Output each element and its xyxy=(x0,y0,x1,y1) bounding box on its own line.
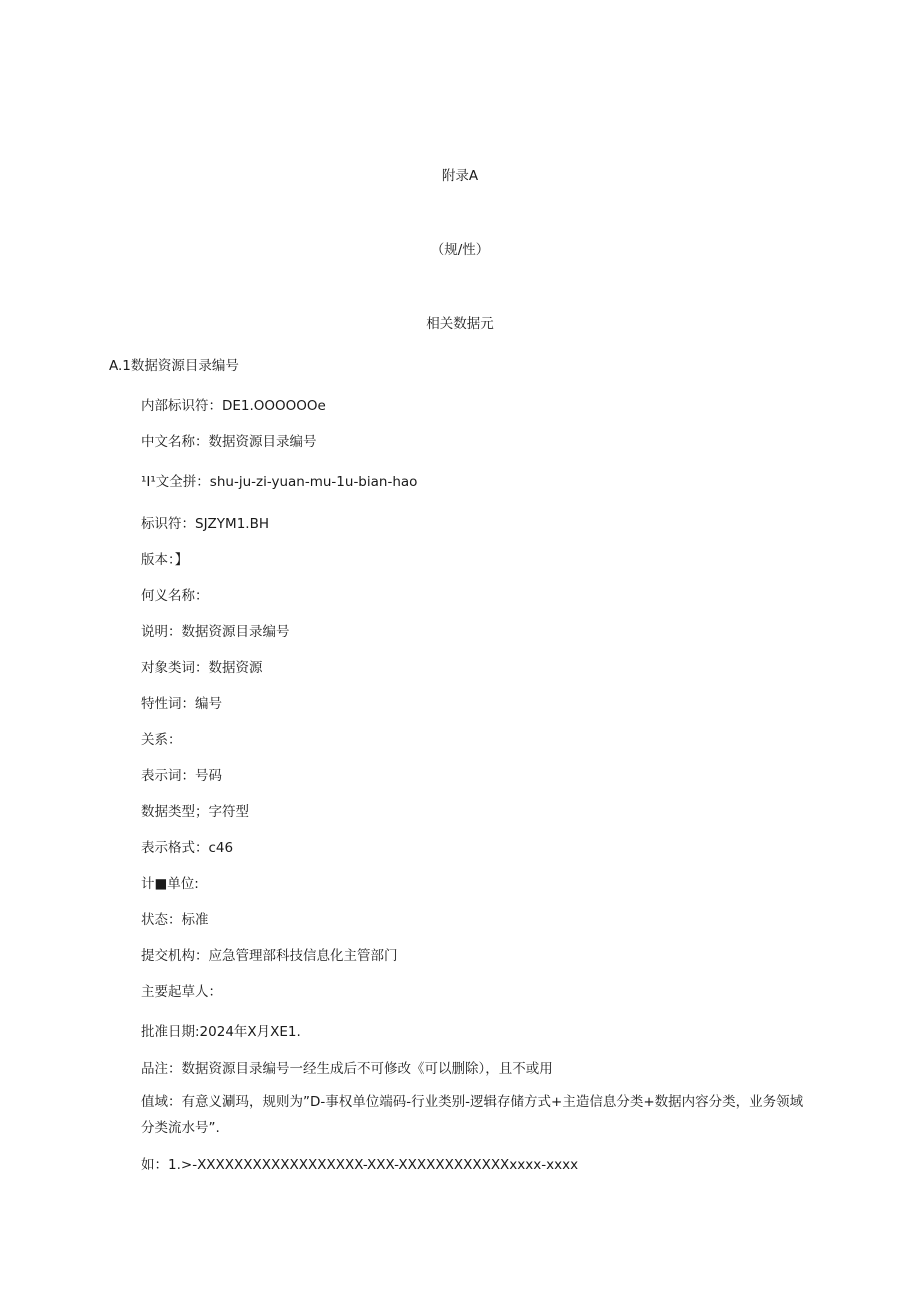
field-chinese-name: 中文名称：数据资源目录编号 xyxy=(141,434,317,450)
field-format: 表示格式：c46 xyxy=(141,840,234,856)
field-synonym: 何义名称： xyxy=(141,588,209,604)
field-data-type: 数据类型；字符型 xyxy=(141,804,249,820)
field-description: 说明：数据资源目录编号 xyxy=(141,624,290,640)
field-example: 如：1.>-XXXXXXXXXXXXXXXXXX-XXX-XXXXXXXXXXXXxxxx-xxxx xyxy=(141,1157,579,1173)
subsection-heading: A.1数据资源目录编号 xyxy=(109,358,239,374)
field-unit: 计■单位: xyxy=(141,876,199,892)
field-identifier: 标识符：SJZYM1.BH xyxy=(141,516,269,532)
field-remark: 品注：数据资源目录编号一经生成后不可修改《可以删除），且不或用 xyxy=(141,1061,553,1077)
section-title: 相关数据元 xyxy=(426,316,494,332)
field-approval-date: 批准日期:2024年X月XE1. xyxy=(141,1024,301,1040)
field-pinyin: ¹I¹文全拼：shu-ju-zi-yuan-mu-1u-bian-hao xyxy=(141,474,418,490)
field-property-term: 特性词：编号 xyxy=(141,696,222,712)
field-value-domain: 值域：有意义涮玛，规则为”D-事权单位端码-行业类别-逻辑存储方式+主造信息分类+数据内容分类，业务领域分类流水号”. xyxy=(141,1094,804,1136)
field-version: 版本：】 xyxy=(141,552,189,568)
field-relation: 关系： xyxy=(141,732,182,748)
appendix-title: 附录A xyxy=(441,168,479,184)
field-object-term: 对象类词：数据资源 xyxy=(141,660,263,676)
field-drafter: 主要起草人： xyxy=(141,984,222,1000)
field-submitting-org: 提交机构：应急管理部科技信息化主管部门 xyxy=(141,948,398,964)
field-representation-term: 表示词：号码 xyxy=(141,768,222,784)
field-status: 状态：标准 xyxy=(141,912,209,928)
appendix-nature: （规/性） xyxy=(430,242,490,258)
field-internal-identifier: 内部标识符：DE1.OOOOOOe xyxy=(141,398,326,414)
